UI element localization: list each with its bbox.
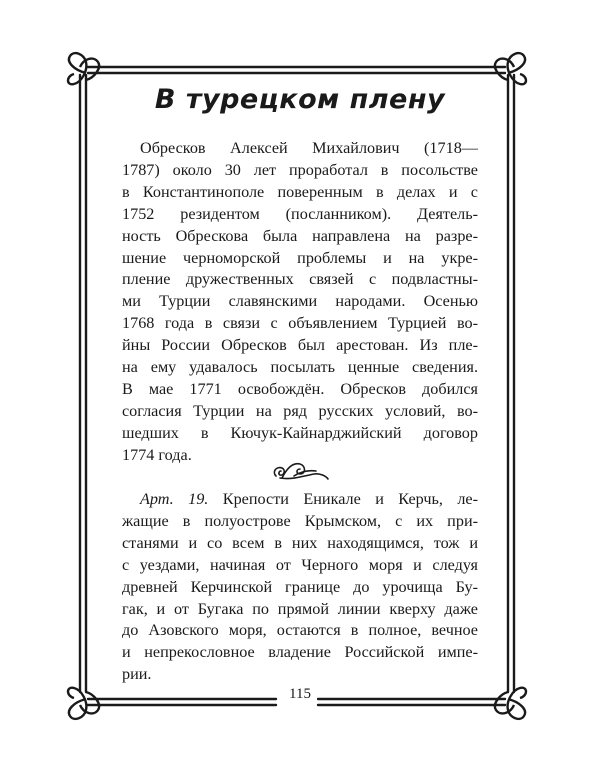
corner-knot-top-right	[495, 53, 526, 84]
text-line: в Константинополе поверенным в делах и с	[122, 182, 478, 201]
text-line: с уездами, начиная от Черного моря и следуя	[122, 555, 478, 574]
text-line: гак, и от Бугака по прямой линии кверху даже	[122, 599, 478, 618]
text-line: 1768 года в связи с объявлением Турцией во-	[122, 314, 478, 333]
text-line: рии.	[122, 665, 152, 684]
text-line: 1774 года.	[122, 445, 192, 464]
text-line: шедших в Кючук-Кайнарджийский договор	[122, 423, 478, 442]
text-line: Обресков Алексей Михайлович (1718—	[140, 139, 478, 157]
text-line: древней Керчинской границе до урочища Бу-	[122, 577, 478, 596]
text-line: пление дружественных связей с подвластны-	[122, 270, 478, 289]
corner-knot-top-left	[68, 53, 99, 84]
text-line: йны России Обресков был арестован. Из пле-	[122, 336, 478, 355]
paragraph-obreskov-biography	[122, 138, 478, 467]
text-line: и непрекословное владение Российской импе-	[122, 643, 478, 662]
article-label: Арт. 19.	[140, 490, 209, 508]
text-line: 1787) около 30 лет проработал в посольстве	[122, 160, 478, 179]
text-line: согласия Турции на ряд русских условий, во-	[122, 401, 478, 420]
swirl-flourish-icon	[268, 458, 332, 484]
page-title: В турецком плену	[154, 84, 446, 115]
text-line: В мае 1771 освобождён. Обресков добился	[122, 379, 478, 398]
text-line: ность Обрескова была направлена на разре-	[122, 226, 478, 245]
text-line: шение черноморской проблемы и на укре-	[122, 248, 478, 267]
text-line: ми Турции славянскими народами. Осенью	[122, 292, 478, 311]
text-line: станями и со всем в них находящимся, тож и	[122, 533, 478, 552]
text-line: до Азовского моря, остаются в полное, вечное	[122, 621, 478, 640]
text-line: на ему удавалось посылать ценные сведения.	[122, 358, 478, 377]
text-fragment: Крепости Еникале и Керчь, ле-	[208, 490, 478, 508]
page-number	[0, 686, 600, 703]
text-line: 1752 резидентом (посланником). Деятель-	[122, 204, 478, 223]
page-number-text: 115	[283, 686, 317, 702]
text-line	[122, 489, 478, 511]
text-line: жащие в полуострове Крымском, с их при-	[122, 511, 478, 530]
paragraph-article-19	[122, 489, 478, 686]
